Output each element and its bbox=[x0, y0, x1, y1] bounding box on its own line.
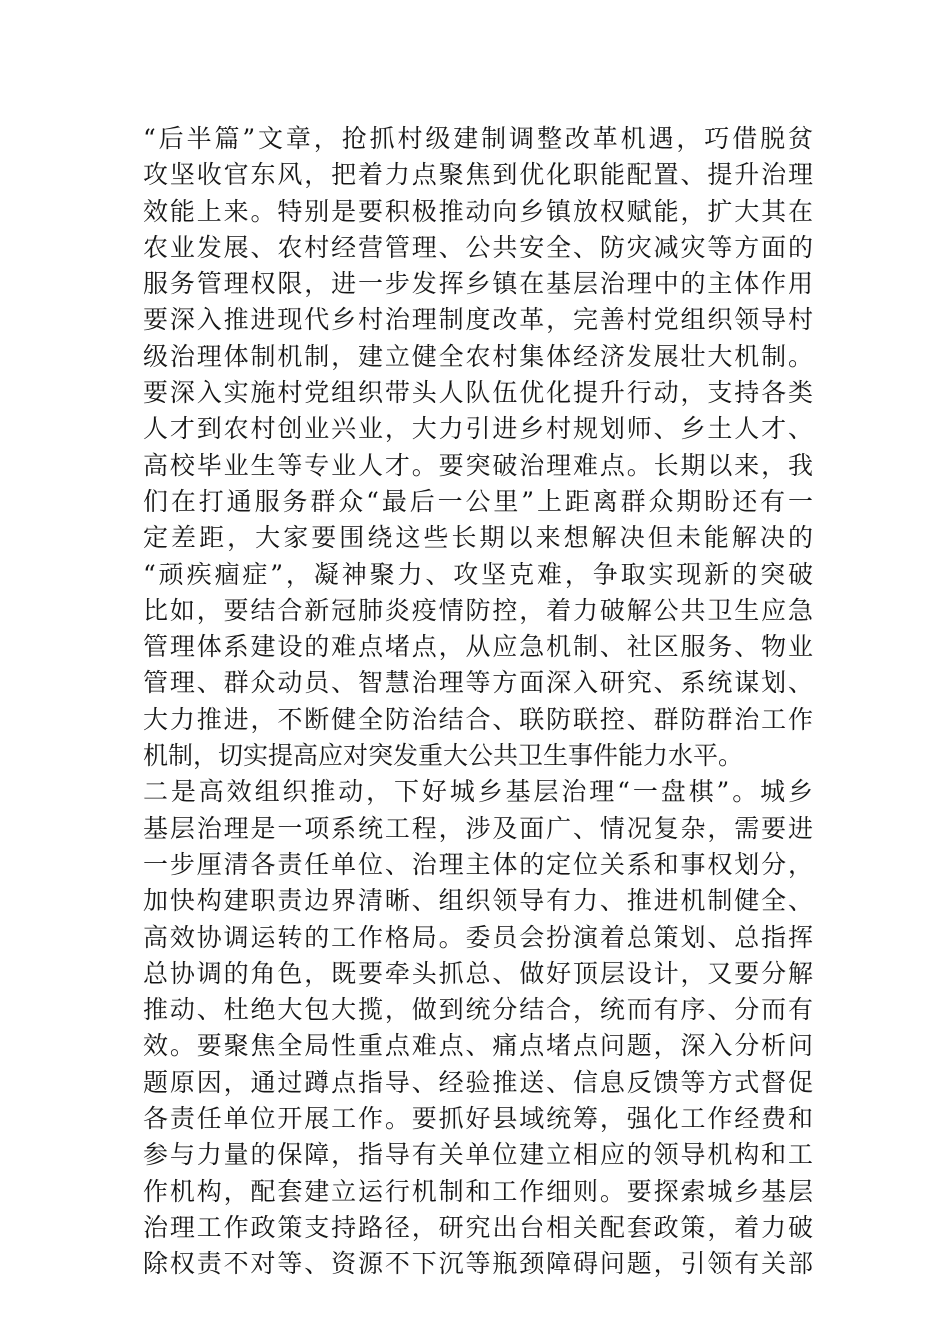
text-line: 效能上来。特别是要积极推动向乡镇放权赋能，扩大其在 bbox=[143, 196, 813, 226]
text-line: 效。要聚焦全局性重点难点、痛点堵点问题，深入分析问 bbox=[143, 1031, 813, 1061]
text-line: “顽疾痼症”，凝神聚力、攻坚克难，争取实现新的突破 bbox=[143, 559, 813, 589]
text-line: 治理工作政策支持路径，研究出台相关配套政策，着力破 bbox=[143, 1212, 813, 1242]
text-line: 推动、杜绝大包大揽，做到统分结合，统而有序、分而有 bbox=[143, 995, 813, 1025]
text-line: 管理体系建设的难点堵点，从应急机制、社区服务、物业 bbox=[143, 632, 813, 662]
text-line: 除权责不对等、资源不下沉等瓶颈障碍问题，引领有关部 bbox=[143, 1249, 813, 1279]
text-line: 攻坚收官东风，把着力点聚焦到优化职能配置、提升治理 bbox=[143, 160, 813, 190]
text-line: 农业发展、农村经营管理、公共安全、防灾减灾等方面的 bbox=[143, 232, 813, 262]
text-line: 题原因，通过蹲点指导、经验推送、信息反馈等方式督促 bbox=[143, 1067, 813, 1097]
text-line: 服务管理权限，进一步发挥乡镇在基层治理中的主体作用 bbox=[143, 269, 813, 299]
text-line: “后半篇”文章，抢抓村级建制调整改革机遇，巧借脱贫 bbox=[143, 124, 813, 153]
text-line: 作机构，配套建立运行机制和工作细则。要探索城乡基层 bbox=[143, 1176, 813, 1206]
text-line: 基层治理是一项系统工程，涉及面广、情况复杂，需要进 bbox=[143, 813, 813, 843]
body-text bbox=[143, 121, 813, 1283]
text-line: 要深入实施村党组织带头人队伍优化提升行动，支持各类 bbox=[143, 378, 813, 408]
text-line: 二是高效组织推动，下好城乡基层治理“一盘棋”。城乡 bbox=[143, 777, 813, 807]
text-line: 级治理体制机制，建立健全农村集体经济发展壮大机制。 bbox=[143, 341, 813, 371]
text-line: 管理、群众动员、智慧治理等方面深入研究、系统谋划、 bbox=[143, 668, 813, 698]
text-line: 各责任单位开展工作。要抓好县域统筹，强化工作经费和 bbox=[143, 1104, 813, 1134]
text-line: 比如，要结合新冠肺炎疫情防控，着力破解公共卫生应急 bbox=[143, 595, 813, 625]
text-line: 加快构建职责边界清晰、组织领导有力、推进机制健全、 bbox=[143, 886, 813, 916]
text-line: 高效协调运转的工作格局。委员会扮演着总策划、总指挥 bbox=[143, 922, 813, 952]
text-line: 参与力量的保障，指导有关单位建立相应的领导机构和工 bbox=[143, 1140, 813, 1170]
text-line: 高校毕业生等专业人才。要突破治理难点。长期以来，我 bbox=[143, 450, 813, 480]
text-line: 们在打通服务群众“最后一公里”上距离群众期盼还有一 bbox=[143, 486, 813, 516]
text-line: 总协调的角色，既要牵头抓总、做好顶层设计，又要分解 bbox=[143, 958, 813, 988]
text-line: 一步厘清各责任单位、治理主体的定位关系和事权划分， bbox=[143, 849, 813, 879]
text-line: 定差距，大家要围绕这些长期以来想解决但未能解决的 bbox=[143, 523, 813, 553]
text-line: 大力推进，不断健全防治结合、联防联控、群防群治工作 bbox=[143, 704, 813, 734]
text-line: 机制，切实提高应对突发重大公共卫生事件能力水平。 bbox=[143, 741, 744, 771]
text-line: 人才到农村创业兴业，大力引进乡村规划师、乡土人才、 bbox=[143, 414, 813, 444]
text-line: 要深入推进现代乡村治理制度改革，完善村党组织领导村 bbox=[143, 305, 813, 335]
